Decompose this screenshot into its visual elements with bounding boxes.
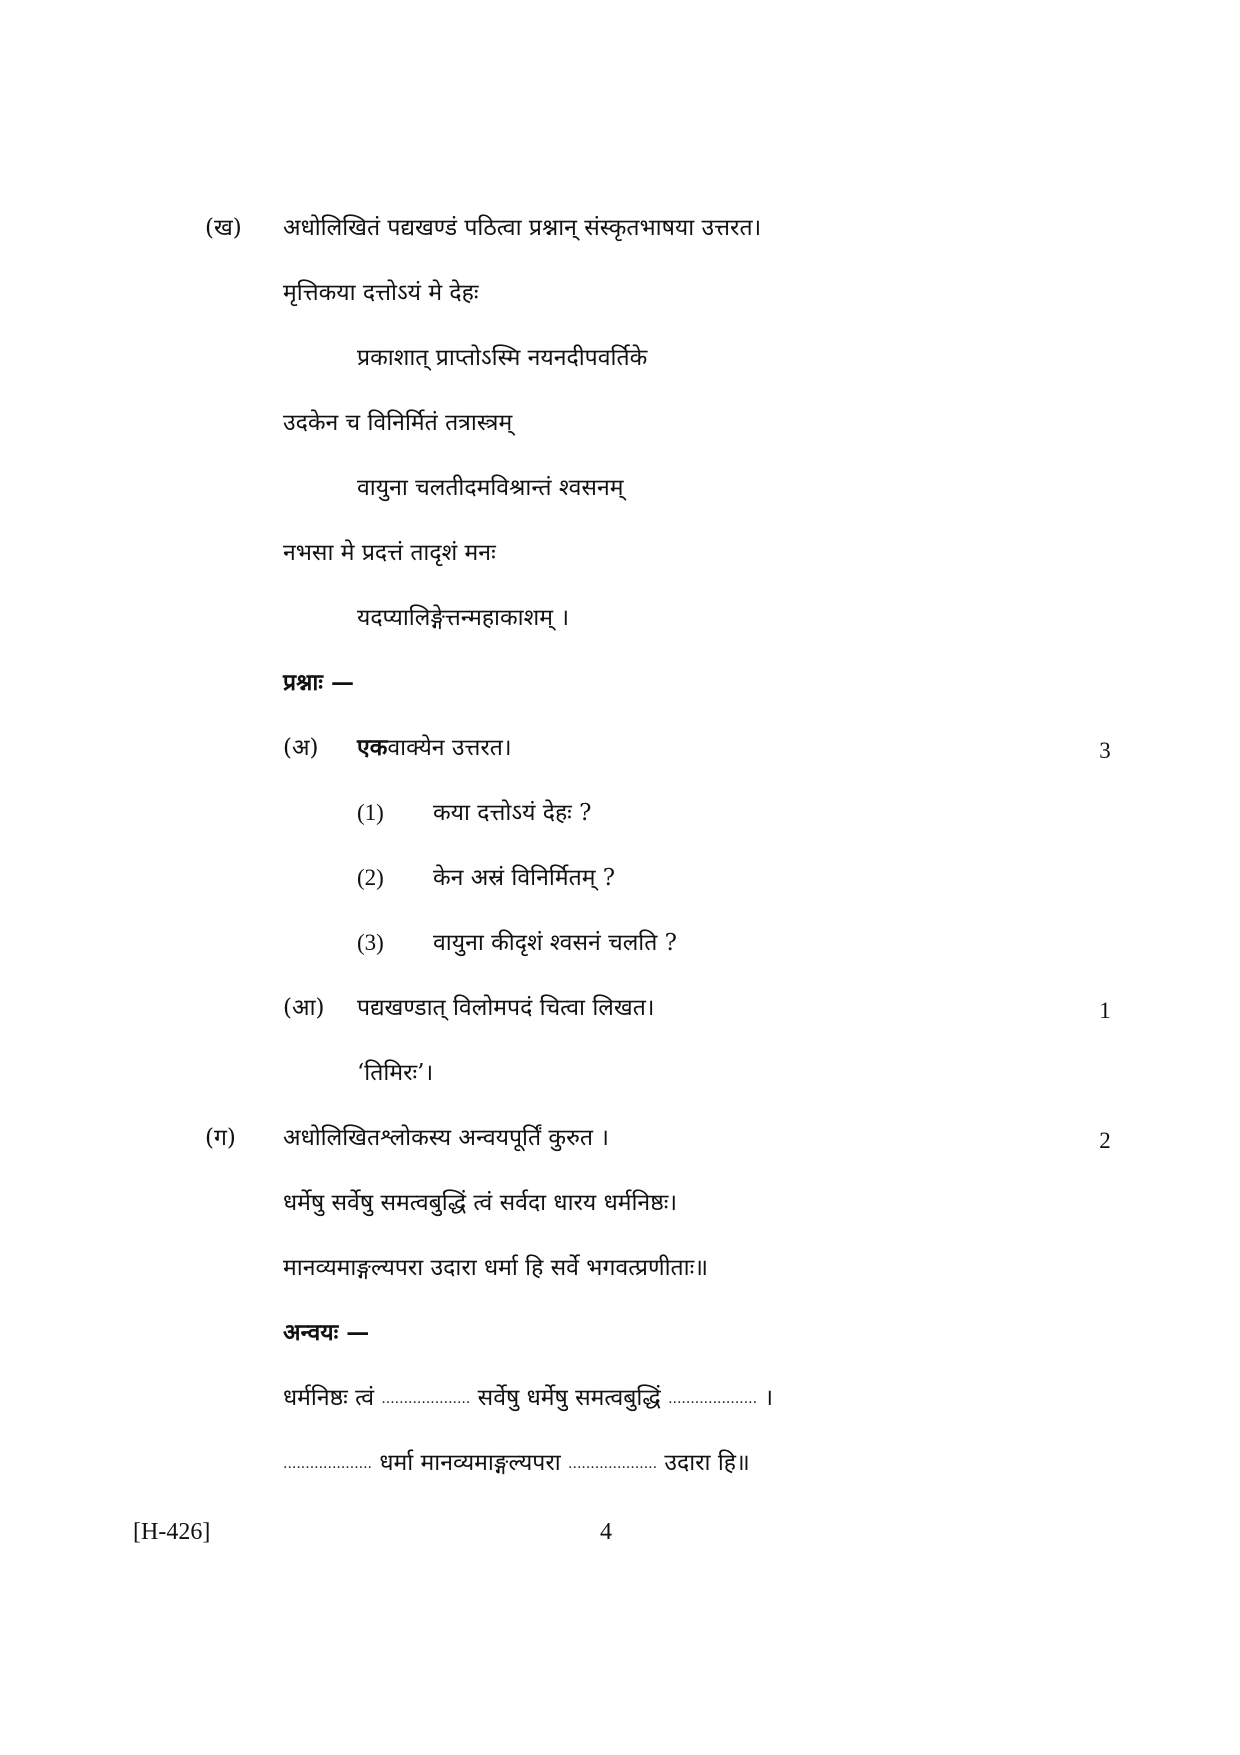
- verse-line-2: प्रकाशात् प्राप्तोऽस्मि नयनदीपवर्तिके: [357, 345, 648, 371]
- fill-blank-3[interactable]: ....................: [283, 1456, 373, 1472]
- verse-line-3: उदकेन च विनिर्मितं तत्रास्त्रम्: [283, 410, 513, 436]
- part-aa-label: (आ): [283, 995, 325, 1021]
- section-ga-marks: 2: [1099, 1128, 1111, 1153]
- anvaya-2-part-b: धर्मा मानव्यमाङ्गल्यपरा: [379, 1450, 561, 1476]
- question-2-text: केन अस्रं विनिर्मितम् ?: [433, 865, 616, 891]
- section-label-ga: (ग): [205, 1125, 236, 1151]
- question-1-text: कया दत्तोऽयं देहः ?: [433, 800, 592, 826]
- anvaya-2-part-c: उदारा हि॥: [664, 1450, 750, 1476]
- anvaya-line-2: [283, 1448, 750, 1479]
- part-a-marks: 3: [1099, 738, 1111, 763]
- fill-blank-4[interactable]: ....................: [568, 1456, 658, 1472]
- shloka-line-1: धर्मेषु सर्वेषु समत्वबुद्धिं त्वं सर्वदा धारय धर्मनिष्ठः।: [283, 1190, 678, 1216]
- part-a-text: वाक्येन उत्तरत।: [387, 735, 512, 761]
- anvaya-heading: अन्वयः —: [283, 1319, 370, 1346]
- part-a-bold-prefix: एक: [357, 734, 388, 761]
- anvaya-1-end: ।: [764, 1385, 774, 1411]
- part-aa-word: ‘तिमिरः’।: [357, 1060, 434, 1086]
- question-1-number: (1): [357, 800, 384, 825]
- question-3-number: (3): [357, 930, 384, 955]
- fill-blank-2[interactable]: ....................: [668, 1391, 758, 1407]
- fill-blank-1[interactable]: ....................: [381, 1391, 471, 1407]
- verse-line-5: नभसा मे प्रदत्तं तादृशं मनः: [283, 540, 496, 566]
- anvaya-line-1: [283, 1383, 773, 1414]
- section-kha-instruction: अधोलिखितं पद्यखण्डं पठित्वा प्रश्नान् संस्कृतभाषया उत्तरत।: [283, 215, 762, 241]
- questions-heading: प्रश्नाः —: [283, 669, 354, 696]
- paper-code: [H-426]: [133, 1519, 211, 1545]
- part-aa-marks: 1: [1099, 998, 1111, 1023]
- verse-line-6: यदप्यालिङ्गेत्तन्महाकाशम् ।: [357, 605, 570, 631]
- verse-line-1: मृत्तिकया दत्तोऽयं मे देहः: [283, 280, 479, 306]
- verse-line-4: वायुना चलतीदमविश्रान्तं श्वसनम्: [357, 475, 624, 501]
- part-a-label: (अ): [283, 735, 319, 761]
- part-aa-instruction: पद्यखण्डात् विलोमपदं चित्वा लिखत।: [357, 995, 655, 1021]
- question-3-text: वायुना कीदृशं श्वसनं चलति ?: [433, 930, 677, 956]
- anvaya-1-part-a: धर्मनिष्ठः त्वं: [283, 1385, 375, 1411]
- page-number: 4: [600, 1519, 612, 1545]
- part-a-instruction: [357, 733, 512, 763]
- shloka-line-2: मानव्यमाङ्गल्यपरा उदारा धर्मा हि सर्वे भगवत्प्रणीताः॥: [283, 1255, 709, 1281]
- section-label-kha: (ख): [205, 215, 242, 241]
- question-2-number: (2): [357, 865, 384, 890]
- anvaya-1-part-b: सर्वेषु धर्मेषु समत्वबुद्धिं: [477, 1385, 661, 1411]
- section-ga-instruction: अधोलिखितश्लोकस्य अन्वयपूर्तिं कुरुत ।: [283, 1125, 609, 1151]
